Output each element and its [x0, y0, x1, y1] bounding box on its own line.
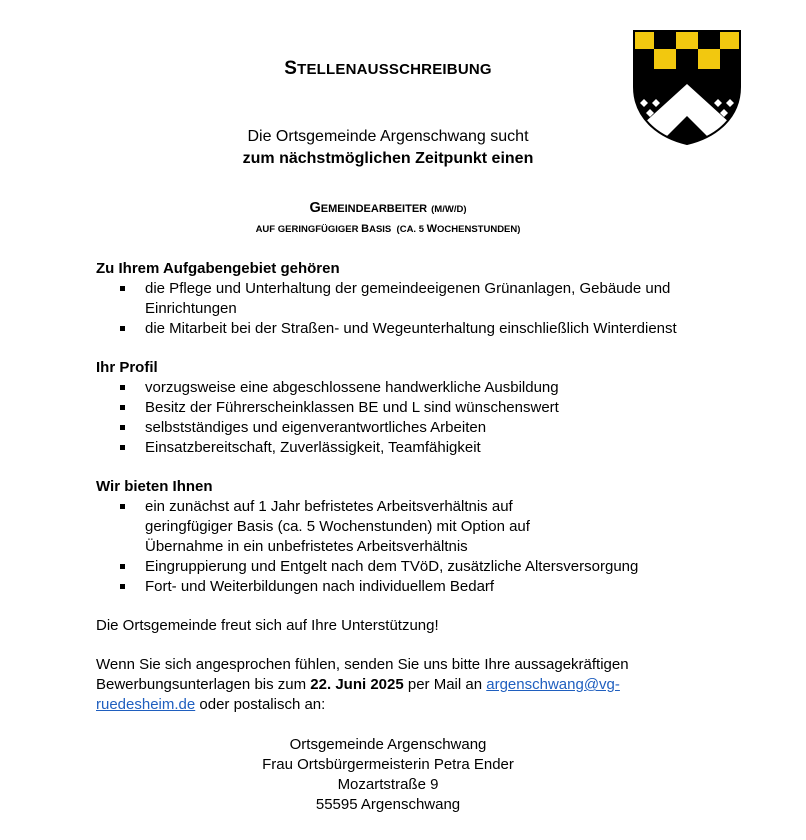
- intro-line: Die Ortsgemeinde Argenschwang sucht: [247, 128, 529, 145]
- intro: [150, 126, 626, 170]
- list-item: [96, 557, 696, 577]
- list-item-text: ein zunächst auf 1 Jahr befristetes Arbeitsverhältnis auf geringfügiger Basis (ca. 5 Wochenstunden) mit Option auf Übernahme in ein unbefristetes Arbeitsverhältnis: [145, 498, 530, 555]
- bullet-icon: [120, 584, 125, 589]
- bullet-icon: [120, 385, 125, 390]
- list-item: [96, 577, 696, 597]
- bullet-icon: [120, 564, 125, 569]
- list-item-text: Fort- und Weiterbildungen nach individuellem Bedarf: [145, 578, 495, 595]
- profile-section: [96, 358, 696, 458]
- tasks-section: [96, 259, 696, 339]
- bullet-icon: [120, 504, 125, 509]
- title-initial: S: [284, 58, 298, 79]
- address-line: Frau Ortsbürgermeisterin Petra Ender: [262, 756, 514, 773]
- bullet-icon: [120, 425, 125, 430]
- offer-section: [96, 477, 696, 597]
- contact-text-part: oder postalisch an:: [195, 696, 326, 713]
- basis-part: ASIS: [369, 224, 392, 235]
- list-item-text: die Pflege und Unterhaltung der gemeindeeigenen Grünanlagen, Gebäude und Einrichtungen: [145, 280, 671, 317]
- job-basis: [150, 222, 626, 237]
- bullet-icon: [120, 445, 125, 450]
- job-title-initial: G: [309, 200, 321, 216]
- basis-part: B: [361, 223, 370, 235]
- list-item: [96, 319, 696, 339]
- section-heading: Zu Ihrem Aufgabengebiet gehören: [96, 260, 340, 277]
- list-item: [96, 438, 696, 458]
- address-line: Mozartstraße 9: [337, 776, 439, 793]
- bullet-icon: [120, 286, 125, 291]
- address-line: Ortsgemeinde Argenschwang: [289, 736, 487, 753]
- basis-part: OCHENSTUNDEN): [437, 224, 521, 235]
- contact-text: [96, 655, 656, 715]
- list-item-text: die Mitarbeit bei der Straßen- und Wegeunterhaltung einschließlich Winterdienst: [145, 320, 677, 337]
- support-text: Die Ortsgemeinde freut sich auf Ihre Unterstützung!: [96, 617, 439, 634]
- bullet-icon: [120, 405, 125, 410]
- list-item-text: vorzugsweise eine abgeschlossene handwerkliche Ausbildung: [145, 379, 559, 396]
- postal-address: [200, 735, 576, 815]
- list-item-text: selbstständiges und eigenverantwortliches Arbeiten: [145, 419, 487, 436]
- page-title: [200, 58, 576, 80]
- section-heading: Wir bieten Ihnen: [96, 478, 213, 495]
- title-rest: TELLENAUSSCHREIBUNG: [297, 61, 492, 78]
- address-line: 55595 Argenschwang: [315, 796, 461, 813]
- job-title-rest: EMEINDEARBEITER: [320, 203, 428, 215]
- intro-line-bold: zum nächstmöglichen Zeitpunkt einen: [242, 150, 534, 167]
- list-item: [96, 378, 696, 398]
- basis-part: W: [426, 223, 438, 235]
- email-link[interactable]: argenschwang@vg-ruedesheim.de: [96, 676, 620, 713]
- contact-text-part: per Mail an: [403, 676, 487, 693]
- coat-of-arms-icon: [632, 29, 742, 146]
- list-item: [96, 497, 696, 557]
- list-item: [96, 418, 696, 438]
- list-item-text: Eingruppierung und Entgelt nach dem TVöD, zusätzliche Altersversorgung: [145, 558, 639, 575]
- list-item: [96, 398, 696, 418]
- list-item-text: Besitz der Führerscheinklassen BE und L sind wünschenswert: [145, 399, 559, 416]
- list-item: [96, 279, 696, 319]
- bullet-icon: [120, 326, 125, 331]
- job-title: [150, 198, 626, 237]
- basis-part: AUF GERINGFÜGIGER: [255, 224, 362, 235]
- basis-part: (CA. 5: [391, 224, 427, 235]
- section-heading: Ihr Profil: [96, 359, 158, 376]
- deadline: 22. Juni 2025: [310, 676, 404, 693]
- list-item-text: Einsatzbereitschaft, Zuverlässigkeit, Teamfähigkeit: [145, 439, 481, 456]
- contact-text-part: Wenn Sie sich angesprochen fühlen, senden Sie uns bitte Ihre aussagekräftigen Bewerbungsunterlagen bis zum: [96, 656, 629, 693]
- job-title-suffix: (M/W/D): [431, 204, 467, 215]
